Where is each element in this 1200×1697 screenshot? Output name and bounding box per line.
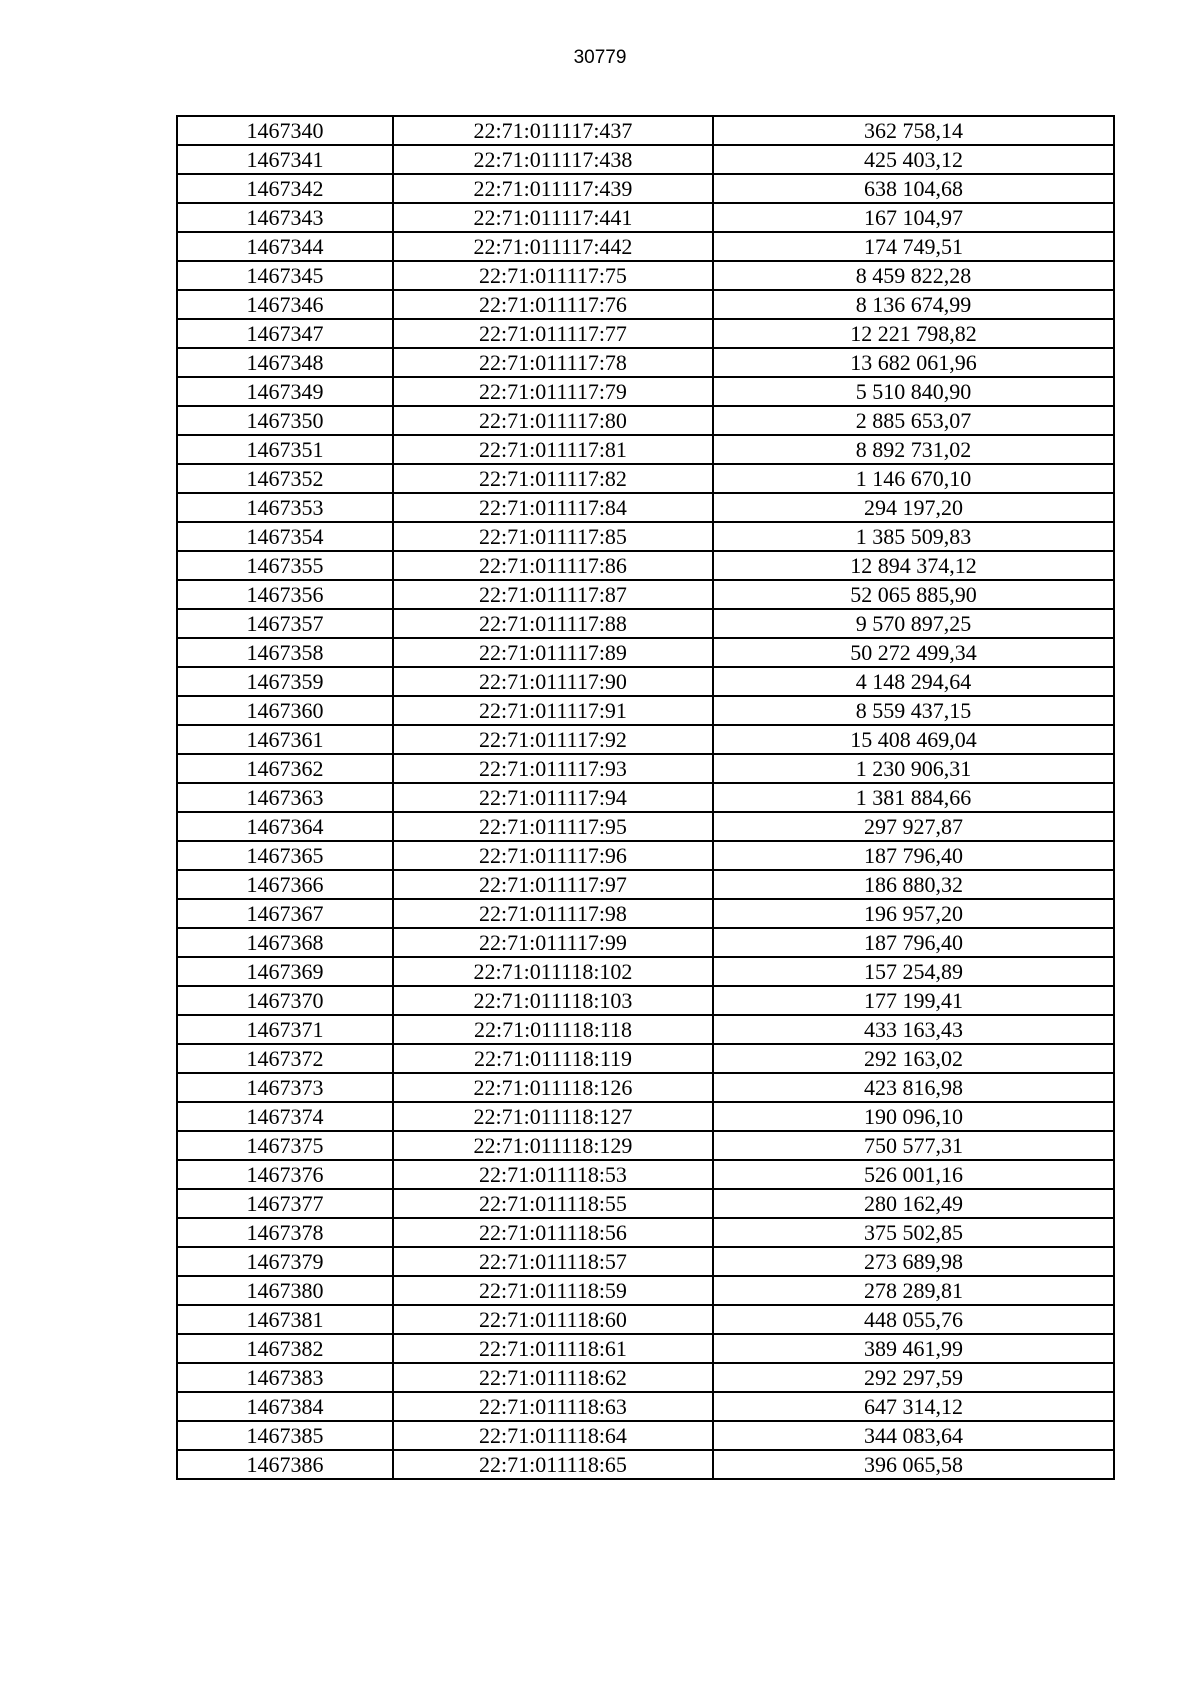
row-number-cell: 1467352 (177, 464, 393, 493)
cadastral-number-cell: 22:71:011118:57 (393, 1247, 713, 1276)
table-row (177, 1305, 1114, 1334)
table-row (177, 232, 1114, 261)
row-number-cell: 1467362 (177, 754, 393, 783)
cadastral-value-cell: 9 570 897,25 (713, 609, 1114, 638)
table-row (177, 841, 1114, 870)
row-number-cell: 1467370 (177, 986, 393, 1015)
table-row (177, 667, 1114, 696)
row-number-cell: 1467353 (177, 493, 393, 522)
cadastral-number-cell: 22:71:011118:55 (393, 1189, 713, 1218)
cadastral-number-cell: 22:71:011117:79 (393, 377, 713, 406)
cadastral-value-cell: 5 510 840,90 (713, 377, 1114, 406)
cadastral-number-cell: 22:71:011118:61 (393, 1334, 713, 1363)
cadastral-number-cell: 22:71:011117:82 (393, 464, 713, 493)
cadastral-value-cell: 280 162,49 (713, 1189, 1114, 1218)
table-row (177, 783, 1114, 812)
cadastral-number-cell: 22:71:011117:80 (393, 406, 713, 435)
table-row (177, 174, 1114, 203)
cadastral-value-table (176, 115, 1115, 1480)
table-row (177, 551, 1114, 580)
cadastral-number-cell: 22:71:011117:97 (393, 870, 713, 899)
row-number-cell: 1467356 (177, 580, 393, 609)
cadastral-number-cell: 22:71:011118:119 (393, 1044, 713, 1073)
row-number-cell: 1467382 (177, 1334, 393, 1363)
cadastral-value-cell: 157 254,89 (713, 957, 1114, 986)
cadastral-number-cell: 22:71:011118:65 (393, 1450, 713, 1479)
cadastral-value-cell: 12 894 374,12 (713, 551, 1114, 580)
table-row (177, 464, 1114, 493)
row-number-cell: 1467369 (177, 957, 393, 986)
cadastral-value-cell: 186 880,32 (713, 870, 1114, 899)
cadastral-value-cell: 12 221 798,82 (713, 319, 1114, 348)
row-number-cell: 1467349 (177, 377, 393, 406)
cadastral-value-cell: 167 104,97 (713, 203, 1114, 232)
cadastral-number-cell: 22:71:011117:81 (393, 435, 713, 464)
row-number-cell: 1467366 (177, 870, 393, 899)
table-row (177, 986, 1114, 1015)
row-number-cell: 1467346 (177, 290, 393, 319)
cadastral-value-cell: 375 502,85 (713, 1218, 1114, 1247)
cadastral-number-cell: 22:71:011118:62 (393, 1363, 713, 1392)
row-number-cell: 1467355 (177, 551, 393, 580)
row-number-cell: 1467374 (177, 1102, 393, 1131)
cadastral-value-cell: 1 381 884,66 (713, 783, 1114, 812)
cadastral-value-cell: 292 163,02 (713, 1044, 1114, 1073)
cadastral-number-cell: 22:71:011118:126 (393, 1073, 713, 1102)
row-number-cell: 1467376 (177, 1160, 393, 1189)
row-number-cell: 1467380 (177, 1276, 393, 1305)
table-row (177, 1363, 1114, 1392)
cadastral-value-cell: 196 957,20 (713, 899, 1114, 928)
row-number-cell: 1467375 (177, 1131, 393, 1160)
cadastral-number-cell: 22:71:011117:95 (393, 812, 713, 841)
cadastral-value-cell: 425 403,12 (713, 145, 1114, 174)
row-number-cell: 1467359 (177, 667, 393, 696)
cadastral-value-cell: 297 927,87 (713, 812, 1114, 841)
row-number-cell: 1467350 (177, 406, 393, 435)
cadastral-number-cell: 22:71:011118:102 (393, 957, 713, 986)
table-row (177, 319, 1114, 348)
cadastral-number-cell: 22:71:011118:53 (393, 1160, 713, 1189)
row-number-cell: 1467381 (177, 1305, 393, 1334)
table-row (177, 1015, 1114, 1044)
cadastral-number-cell: 22:71:011118:127 (393, 1102, 713, 1131)
table-row (177, 1218, 1114, 1247)
cadastral-value-cell: 8 892 731,02 (713, 435, 1114, 464)
cadastral-value-cell: 647 314,12 (713, 1392, 1114, 1421)
cadastral-number-cell: 22:71:011117:75 (393, 261, 713, 290)
cadastral-number-cell: 22:71:011118:103 (393, 986, 713, 1015)
cadastral-value-cell: 8 136 674,99 (713, 290, 1114, 319)
cadastral-value-cell: 2 885 653,07 (713, 406, 1114, 435)
table-row (177, 203, 1114, 232)
table-row (177, 1421, 1114, 1450)
table-row (177, 1334, 1114, 1363)
cadastral-number-cell: 22:71:011118:60 (393, 1305, 713, 1334)
table-row (177, 261, 1114, 290)
row-number-cell: 1467372 (177, 1044, 393, 1073)
row-number-cell: 1467351 (177, 435, 393, 464)
table-body (177, 116, 1114, 1479)
table-row (177, 377, 1114, 406)
cadastral-number-cell: 22:71:011117:92 (393, 725, 713, 754)
cadastral-value-cell: 396 065,58 (713, 1450, 1114, 1479)
row-number-cell: 1467378 (177, 1218, 393, 1247)
cadastral-value-cell: 13 682 061,96 (713, 348, 1114, 377)
table-row (177, 1450, 1114, 1479)
table-row (177, 725, 1114, 754)
table-row (177, 696, 1114, 725)
cadastral-value-cell: 1 146 670,10 (713, 464, 1114, 493)
table-row (177, 522, 1114, 551)
row-number-cell: 1467341 (177, 145, 393, 174)
row-number-cell: 1467367 (177, 899, 393, 928)
table-row (177, 580, 1114, 609)
row-number-cell: 1467361 (177, 725, 393, 754)
row-number-cell: 1467340 (177, 116, 393, 145)
table-row (177, 1160, 1114, 1189)
cadastral-number-cell: 22:71:011117:91 (393, 696, 713, 725)
table-row (177, 1276, 1114, 1305)
cadastral-value-cell: 177 199,41 (713, 986, 1114, 1015)
cadastral-value-cell: 278 289,81 (713, 1276, 1114, 1305)
row-number-cell: 1467343 (177, 203, 393, 232)
table-row (177, 812, 1114, 841)
table-row (177, 638, 1114, 667)
table-row (177, 899, 1114, 928)
cadastral-value-cell: 174 749,51 (713, 232, 1114, 261)
table-row (177, 406, 1114, 435)
row-number-cell: 1467373 (177, 1073, 393, 1102)
cadastral-number-cell: 22:71:011117:441 (393, 203, 713, 232)
cadastral-value-cell: 292 297,59 (713, 1363, 1114, 1392)
row-number-cell: 1467344 (177, 232, 393, 261)
cadastral-value-cell: 190 096,10 (713, 1102, 1114, 1131)
cadastral-value-cell: 448 055,76 (713, 1305, 1114, 1334)
row-number-cell: 1467371 (177, 1015, 393, 1044)
cadastral-number-cell: 22:71:011117:437 (393, 116, 713, 145)
row-number-cell: 1467347 (177, 319, 393, 348)
page-number: 30779 (573, 47, 627, 68)
table-row (177, 116, 1114, 145)
cadastral-number-cell: 22:71:011117:84 (393, 493, 713, 522)
cadastral-number-cell: 22:71:011117:439 (393, 174, 713, 203)
cadastral-number-cell: 22:71:011117:96 (393, 841, 713, 870)
cadastral-value-cell: 389 461,99 (713, 1334, 1114, 1363)
cadastral-value-cell: 15 408 469,04 (713, 725, 1114, 754)
cadastral-number-cell: 22:71:011117:77 (393, 319, 713, 348)
table-row (177, 1131, 1114, 1160)
row-number-cell: 1467357 (177, 609, 393, 638)
row-number-cell: 1467360 (177, 696, 393, 725)
cadastral-number-cell: 22:71:011117:99 (393, 928, 713, 957)
cadastral-value-cell: 52 065 885,90 (713, 580, 1114, 609)
row-number-cell: 1467364 (177, 812, 393, 841)
cadastral-number-cell: 22:71:011118:118 (393, 1015, 713, 1044)
row-number-cell: 1467354 (177, 522, 393, 551)
table-row (177, 1392, 1114, 1421)
cadastral-value-cell: 423 816,98 (713, 1073, 1114, 1102)
table-row (177, 1247, 1114, 1276)
cadastral-number-cell: 22:71:011117:442 (393, 232, 713, 261)
cadastral-value-cell: 273 689,98 (713, 1247, 1114, 1276)
table-row (177, 870, 1114, 899)
row-number-cell: 1467345 (177, 261, 393, 290)
table-row (177, 145, 1114, 174)
cadastral-number-cell: 22:71:011117:94 (393, 783, 713, 812)
cadastral-value-cell: 4 148 294,64 (713, 667, 1114, 696)
table-row (177, 435, 1114, 464)
table-row (177, 957, 1114, 986)
cadastral-value-cell: 638 104,68 (713, 174, 1114, 203)
table-row (177, 754, 1114, 783)
cadastral-number-cell: 22:71:011117:90 (393, 667, 713, 696)
cadastral-number-cell: 22:71:011117:87 (393, 580, 713, 609)
cadastral-value-cell: 1 230 906,31 (713, 754, 1114, 783)
cadastral-number-cell: 22:71:011117:76 (393, 290, 713, 319)
cadastral-value-cell: 50 272 499,34 (713, 638, 1114, 667)
row-number-cell: 1467385 (177, 1421, 393, 1450)
cadastral-number-cell: 22:71:011117:93 (393, 754, 713, 783)
cadastral-number-cell: 22:71:011117:78 (393, 348, 713, 377)
cadastral-value-cell: 187 796,40 (713, 841, 1114, 870)
table-row (177, 1073, 1114, 1102)
row-number-cell: 1467342 (177, 174, 393, 203)
row-number-cell: 1467386 (177, 1450, 393, 1479)
cadastral-value-cell: 526 001,16 (713, 1160, 1114, 1189)
row-number-cell: 1467384 (177, 1392, 393, 1421)
table-row (177, 1189, 1114, 1218)
table-row (177, 348, 1114, 377)
row-number-cell: 1467383 (177, 1363, 393, 1392)
table-row (177, 290, 1114, 319)
cadastral-value-cell: 8 459 822,28 (713, 261, 1114, 290)
table-row (177, 1044, 1114, 1073)
table-row (177, 493, 1114, 522)
cadastral-number-cell: 22:71:011118:56 (393, 1218, 713, 1247)
cadastral-number-cell: 22:71:011117:85 (393, 522, 713, 551)
row-number-cell: 1467358 (177, 638, 393, 667)
cadastral-number-cell: 22:71:011117:98 (393, 899, 713, 928)
cadastral-number-cell: 22:71:011118:63 (393, 1392, 713, 1421)
cadastral-number-cell: 22:71:011118:59 (393, 1276, 713, 1305)
cadastral-value-cell: 362 758,14 (713, 116, 1114, 145)
cadastral-number-cell: 22:71:011117:86 (393, 551, 713, 580)
cadastral-number-cell: 22:71:011117:438 (393, 145, 713, 174)
cadastral-value-cell: 8 559 437,15 (713, 696, 1114, 725)
table-row (177, 1102, 1114, 1131)
row-number-cell: 1467379 (177, 1247, 393, 1276)
row-number-cell: 1467368 (177, 928, 393, 957)
table-row (177, 609, 1114, 638)
table-row (177, 928, 1114, 957)
row-number-cell: 1467365 (177, 841, 393, 870)
cadastral-value-cell: 433 163,43 (713, 1015, 1114, 1044)
cadastral-number-cell: 22:71:011118:129 (393, 1131, 713, 1160)
row-number-cell: 1467348 (177, 348, 393, 377)
cadastral-value-cell: 1 385 509,83 (713, 522, 1114, 551)
cadastral-number-cell: 22:71:011117:89 (393, 638, 713, 667)
row-number-cell: 1467363 (177, 783, 393, 812)
cadastral-value-cell: 750 577,31 (713, 1131, 1114, 1160)
row-number-cell: 1467377 (177, 1189, 393, 1218)
cadastral-value-cell: 187 796,40 (713, 928, 1114, 957)
cadastral-number-cell: 22:71:011118:64 (393, 1421, 713, 1450)
cadastral-number-cell: 22:71:011117:88 (393, 609, 713, 638)
cadastral-value-cell: 294 197,20 (713, 493, 1114, 522)
cadastral-value-cell: 344 083,64 (713, 1421, 1114, 1450)
